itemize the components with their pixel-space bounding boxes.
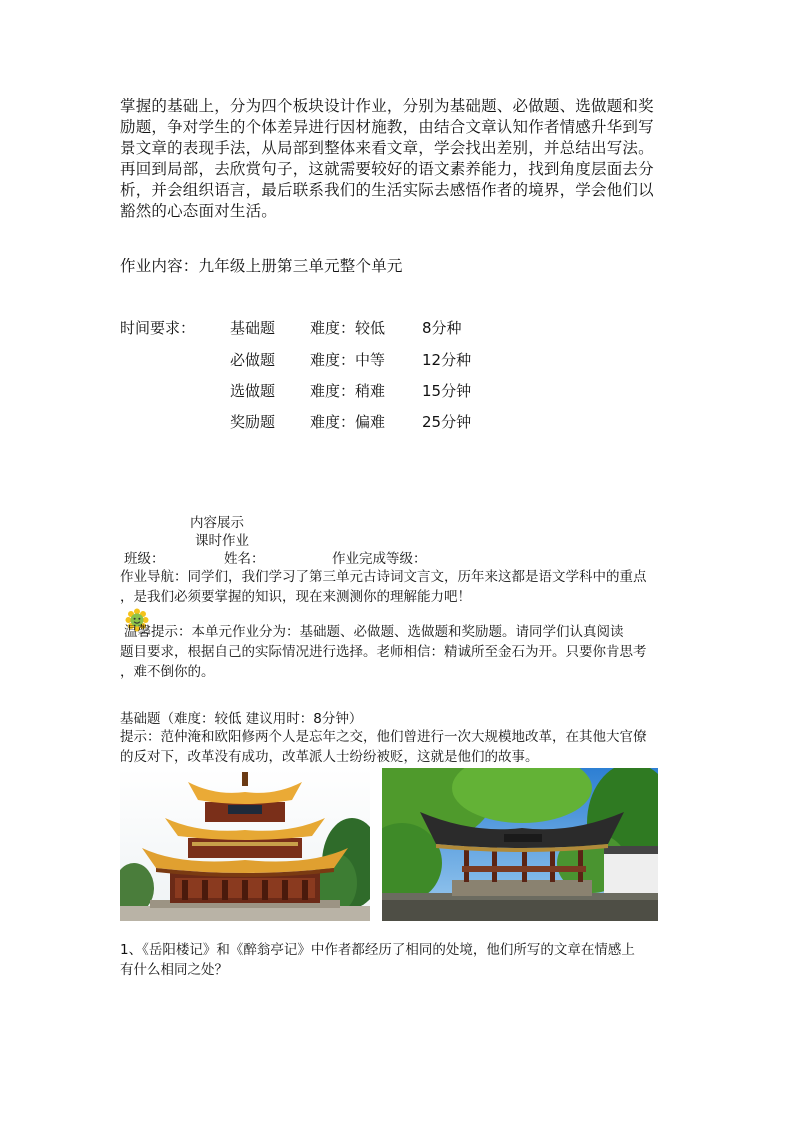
intro-line: 再回到局部，去欣赏句子，这就需要较好的语文素养能力，找到角度层面去分 [120, 160, 654, 178]
question-1 [120, 940, 680, 980]
task-name: 基础题 [230, 319, 276, 337]
intro-line: 掌握的基础上，分为四个板块设计作业，分别为基础题、必做题、选做题和奖 [120, 97, 654, 115]
hint-line: 的反对下，改革没有成功，改革派人士纷纷被贬，这就是他们的故事。 [120, 749, 539, 765]
student-info-form [120, 549, 680, 569]
guide-line: ，是我们必须要掌握的知识，现在来测测你的理解能力吧！ [120, 589, 471, 605]
task-difficulty: 难度：稍难 [310, 382, 386, 400]
zuiweng-pavilion-image [382, 768, 658, 921]
tip-line: 温馨提示：本单元作业分为：基础题、必做题、选做题和奖励题。请同学们认真阅读 [124, 624, 624, 640]
tip-line: ，难不倒你的。 [120, 664, 215, 680]
basic-heading: 基础题（难度：较低 建议用时：8分钟） [120, 711, 363, 727]
task-time: 8分种 [422, 319, 462, 337]
tip-line: 题目要求，根据自己的实际情况进行选择。老师相信：精诚所至金石为开。只要你肯思考 [120, 644, 647, 660]
hint-line: 提示：范仲淹和欧阳修两个人是忘年之交，他们曾进行一次大规模地改革，在其他大官僚 [120, 729, 647, 745]
warm-tip [120, 622, 680, 682]
intro-line: 析，并会组织语言，最后联系我们的生活实际去感悟作者的境界，学会他们以 [120, 181, 654, 199]
task-difficulty: 难度：中等 [310, 351, 386, 369]
question-line: 有什么相同之处？ [120, 962, 228, 978]
class-label: 班级： [124, 551, 165, 567]
guide-line: 作业导航：同学们，我们学习了第三单元古诗词文言文，历年来这都是语文学科中的重点 [120, 569, 647, 585]
question-line: 1、《岳阳楼记》和《醉翁亭记》中作者都经历了相同的处境，他们所写的文章在情感上 [120, 942, 635, 958]
task-time: 12分种 [422, 351, 472, 369]
task-name: 奖励题 [230, 413, 276, 431]
homework-guide [120, 567, 680, 607]
task-difficulty: 难度：较低 [310, 319, 386, 337]
time-label: 时间要求： [120, 319, 196, 337]
display-title: 内容展示 [190, 515, 244, 531]
name-label: 姓名： [224, 551, 265, 567]
yueyang-tower-image [120, 768, 370, 921]
task-name: 必做题 [230, 351, 276, 369]
task-difficulty: 难度：偏难 [310, 413, 386, 431]
lesson-title: 课时作业 [195, 533, 249, 549]
basic-hint [120, 727, 680, 767]
intro-line: 豁然的心态面对生活。 [120, 202, 278, 220]
homework-content-line: 作业内容：九年级上册第三单元整个单元 [120, 257, 403, 275]
intro-paragraph [120, 96, 680, 222]
task-name: 选做题 [230, 382, 276, 400]
intro-line: 励题，争对学生的个体差异进行因材施教，由结合文章认知作者情感升华到写 [120, 118, 654, 136]
task-time: 15分钟 [422, 382, 472, 400]
task-time: 25分钟 [422, 413, 472, 431]
intro-line: 景文章的表现手法，从局部到整体来看文章，学会找出差别，并总结出写法。 [120, 139, 654, 157]
grade-label: 作业完成等级： [332, 551, 427, 567]
